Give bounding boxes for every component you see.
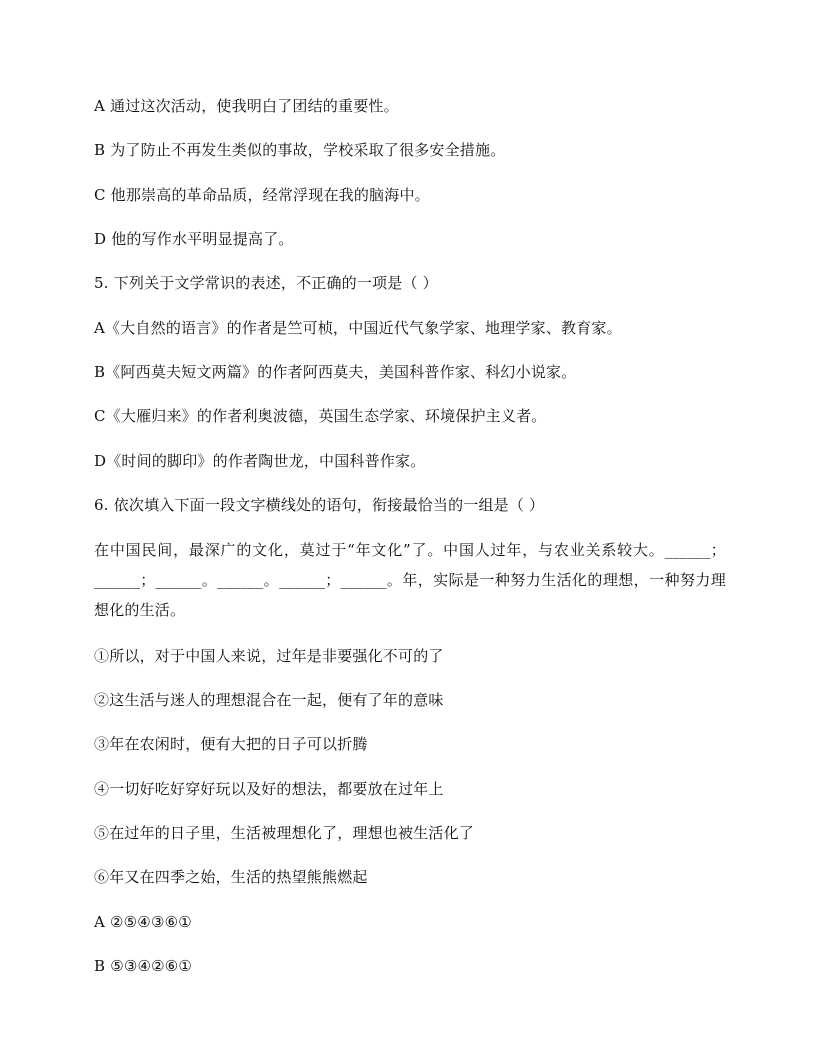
q4-option-d: D 他的写作水平明显提高了。 — [94, 230, 294, 248]
q6-sentence-6: ⑥年又在四季之始，生活的热望熊熊燃起 — [94, 868, 368, 886]
q5-stem: 5. 下列关于文学常识的表述，不正确的一项是（ ） — [94, 274, 438, 292]
q4-option-b: B 为了防止不再发生类似的事故，学校采取了很多安全措施。 — [94, 141, 506, 159]
q6-sentence-5: ⑤在过年的日子里，生活被理想化了，理想也被生活化了 — [94, 824, 475, 842]
q6-sentence-3: ③年在农闲时，便有大把的日子可以折腾 — [94, 735, 368, 753]
q5-option-b: B《阿西莫夫短文两篇》的作者阿西莫夫，美国科普作家、科幻小说家。 — [94, 363, 577, 381]
q6-sentence-2: ②这生活与迷人的理想混合在一起，便有了年的意味 — [94, 691, 444, 709]
q6-stem: 6. 依次填入下面一段文字横线处的语句，衔接最恰当的一组是（ ） — [94, 496, 545, 514]
q6-passage: 在中国民间，最深广的文化，莫过于“年文化”了。中国人过年，与农业关系较大。______；______；______。______。______；______。年，实际是一种努力生活化的理想，一种努力理想化的生活。 — [94, 541, 726, 619]
q5-option-c: C《大雁归来》的作者利奥波德，英国生态学家、环境保护主义者。 — [94, 407, 547, 425]
q6-sentence-4: ④一切好吃好穿好玩以及好的想法，都要放在过年上 — [94, 780, 444, 798]
q4-option-c: C 他那崇高的革命品质，经常浮现在我的脑海中。 — [94, 186, 430, 204]
q5-option-a: A《大自然的语言》的作者是竺可桢，中国近代气象学家、地理学家、教育家。 — [94, 319, 622, 337]
q6-option-a: A ②⑤④③⑥① — [94, 913, 192, 931]
q6-option-b: B ⑤③④②⑥① — [94, 957, 193, 975]
q6-sentence-1: ①所以，对于中国人来说，过年是非要强化不可的了 — [94, 647, 444, 665]
q5-option-d: D《时间的脚印》的作者陶世龙，中国科普作家。 — [94, 452, 426, 470]
q4-option-a: A 通过这次活动，使我明白了团结的重要性。 — [94, 97, 399, 115]
